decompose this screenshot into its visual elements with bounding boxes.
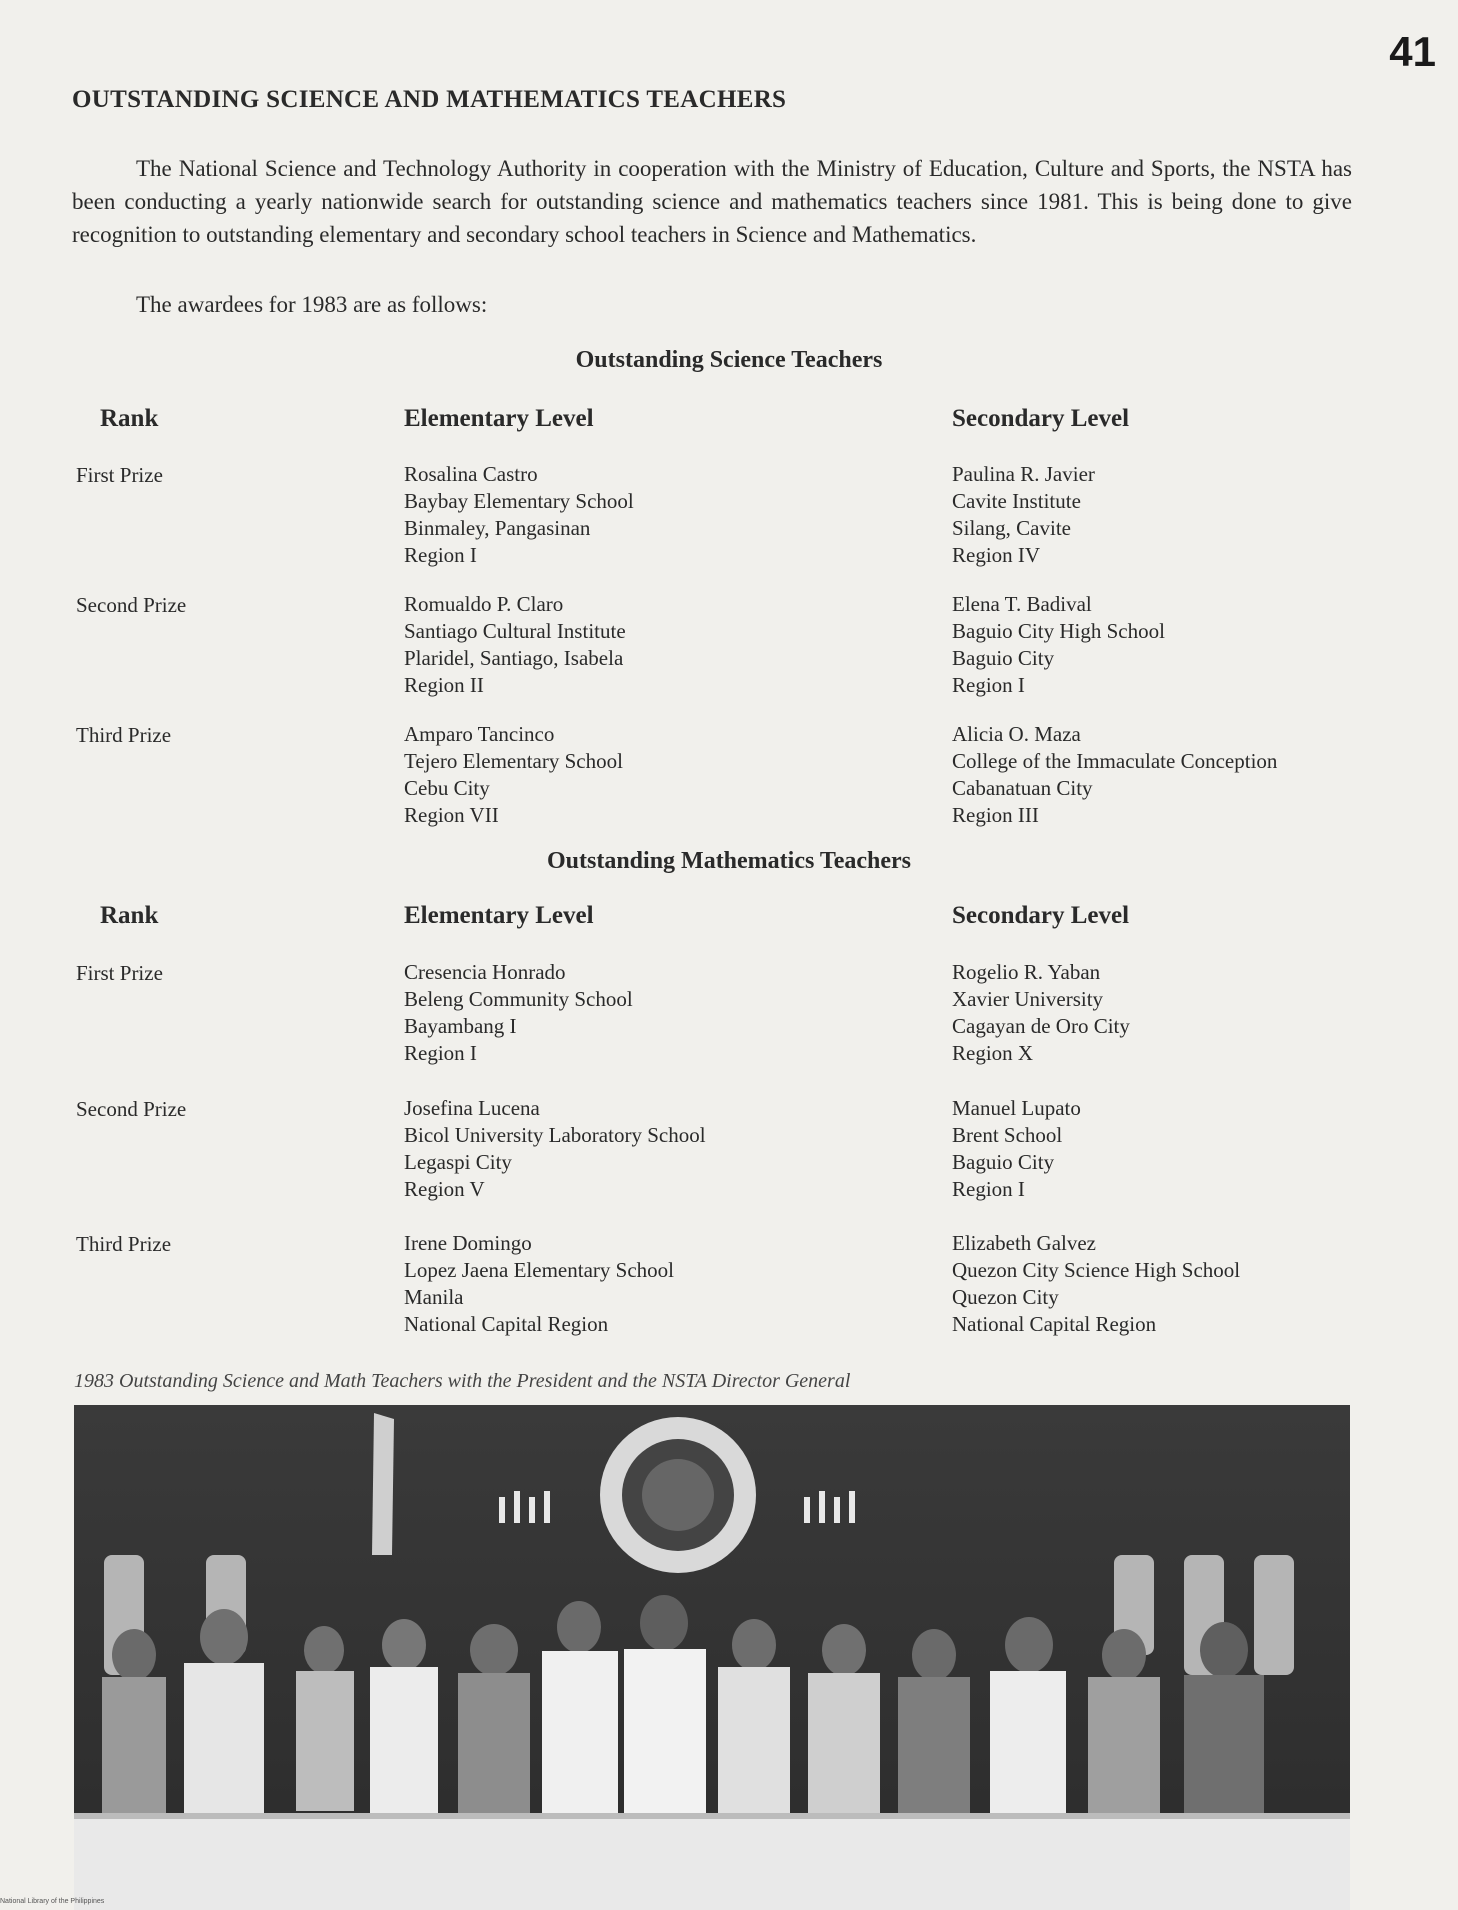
entry-region: Region V [404, 1177, 485, 1201]
entry-region: Region II [404, 673, 484, 697]
entry-location: Bayambang I [404, 1014, 517, 1038]
science-col-elementary: Elementary Level [404, 405, 594, 432]
entry-school: Cavite Institute [952, 489, 1081, 513]
math-rank-first: First Prize [76, 961, 163, 985]
entry-school: Lopez Jaena Elementary School [404, 1258, 674, 1282]
page-heading: OUTSTANDING SCIENCE AND MATHEMATICS TEACHERS [72, 86, 787, 113]
group-photo-illustration [74, 1405, 1350, 1910]
math-third-elementary-entry [404, 1230, 674, 1338]
science-second-elementary-entry [404, 591, 626, 699]
flag-shape [372, 1413, 394, 1555]
entry-name: Amparo Tancinco [404, 722, 555, 746]
entry-location: Baguio City [952, 646, 1055, 670]
entry-region: Region I [404, 543, 477, 567]
entry-name: Romualdo P. Claro [404, 592, 564, 616]
entry-location: Manila [404, 1285, 464, 1309]
footer-strip: National Library of the Philippines [0, 1898, 105, 1905]
group-photo [74, 1405, 1350, 1910]
math-rank-third: Third Prize [76, 1232, 172, 1256]
science-rank-second: Second Prize [76, 593, 187, 617]
entry-region: National Capital Region [952, 1312, 1157, 1336]
entry-region: National Capital Region [404, 1312, 609, 1336]
science-col-secondary: Secondary Level [952, 405, 1130, 432]
page-number: 41 [1389, 28, 1436, 75]
entry-school: Brent School [952, 1123, 1063, 1147]
math-second-elementary-entry [404, 1095, 706, 1203]
math-section-title: Outstanding Mathematics Teachers [546, 848, 911, 874]
science-third-elementary-entry [404, 721, 623, 829]
entry-name: Irene Domingo [404, 1231, 532, 1255]
intro-paragraph: The National Science and Technology Authority in cooperation with the Ministry of Education, Culture and Sports, the NSTA has been conducting a yearly nationwide search for outstanding science and mathematics teachers since 1981. This is being done to give recognition to outstanding elementary and secondary school teachers in Science and Mathematics. [72, 156, 1352, 247]
math-col-rank: Rank [100, 902, 159, 929]
science-second-secondary-entry [952, 591, 1165, 699]
entry-location: Baguio City [952, 1150, 1055, 1174]
entry-location: Legaspi City [404, 1150, 512, 1174]
entry-location: Cagayan de Oro City [952, 1014, 1130, 1038]
entry-name: Elena T. Badival [952, 592, 1092, 616]
entry-region: Region I [952, 1177, 1025, 1201]
science-col-rank: Rank [100, 405, 159, 432]
math-first-secondary-entry [952, 959, 1130, 1067]
entry-location: Silang, Cavite [952, 516, 1071, 540]
entry-location: Plaridel, Santiago, Isabela [404, 646, 624, 670]
entry-name: Rosalina Castro [404, 462, 538, 486]
entry-school: Bicol University Laboratory School [404, 1123, 706, 1147]
math-rank-second: Second Prize [76, 1097, 187, 1121]
entry-school: Santiago Cultural Institute [404, 619, 626, 643]
entry-name: Rogelio R. Yaban [952, 960, 1101, 984]
entry-region: Region I [404, 1041, 477, 1065]
entry-location: Cabanatuan City [952, 776, 1093, 800]
entry-location: Binmaley, Pangasinan [404, 516, 591, 540]
math-col-elementary: Elementary Level [404, 902, 594, 929]
entry-region: Region X [952, 1041, 1034, 1065]
science-first-secondary-entry [952, 461, 1095, 569]
entry-name: Cresencia Honrado [404, 960, 566, 984]
photo-caption: 1983 Outstanding Science and Math Teachers with the President and the NSTA Director General [74, 1370, 851, 1392]
entry-school: Baguio City High School [952, 619, 1165, 643]
entry-location: Quezon City [952, 1285, 1059, 1309]
science-section-title: Outstanding Science Teachers [575, 347, 883, 373]
entry-name: Paulina R. Javier [952, 462, 1095, 486]
math-col-secondary: Secondary Level [952, 902, 1130, 929]
entry-name: Alicia O. Maza [952, 722, 1081, 746]
entry-region: Region VII [404, 803, 499, 827]
entry-region: Region I [952, 673, 1025, 697]
math-third-secondary-entry [952, 1230, 1240, 1338]
science-rank-first: First Prize [76, 463, 163, 487]
entry-school: Beleng Community School [404, 987, 633, 1011]
entry-region: Region IV [952, 543, 1041, 567]
science-third-secondary-entry [952, 721, 1277, 829]
head-table [74, 1813, 1350, 1910]
math-second-secondary-entry [952, 1095, 1081, 1203]
entry-school: College of the Immaculate Conception [952, 749, 1278, 773]
science-first-elementary-entry [404, 461, 634, 569]
entry-name: Josefina Lucena [404, 1096, 540, 1120]
math-first-elementary-entry [404, 959, 633, 1067]
science-rank-third: Third Prize [76, 723, 172, 747]
entry-school: Tejero Elementary School [404, 749, 623, 773]
entry-region: Region III [952, 803, 1039, 827]
entry-school: Xavier University [952, 987, 1104, 1011]
entry-school: Baybay Elementary School [404, 489, 634, 513]
entry-name: Elizabeth Galvez [952, 1231, 1097, 1255]
entry-school: Quezon City Science High School [952, 1258, 1241, 1282]
awardees-line: The awardees for 1983 are as follows: [136, 292, 488, 317]
entry-name: Manuel Lupato [952, 1096, 1081, 1120]
entry-location: Cebu City [404, 776, 490, 800]
